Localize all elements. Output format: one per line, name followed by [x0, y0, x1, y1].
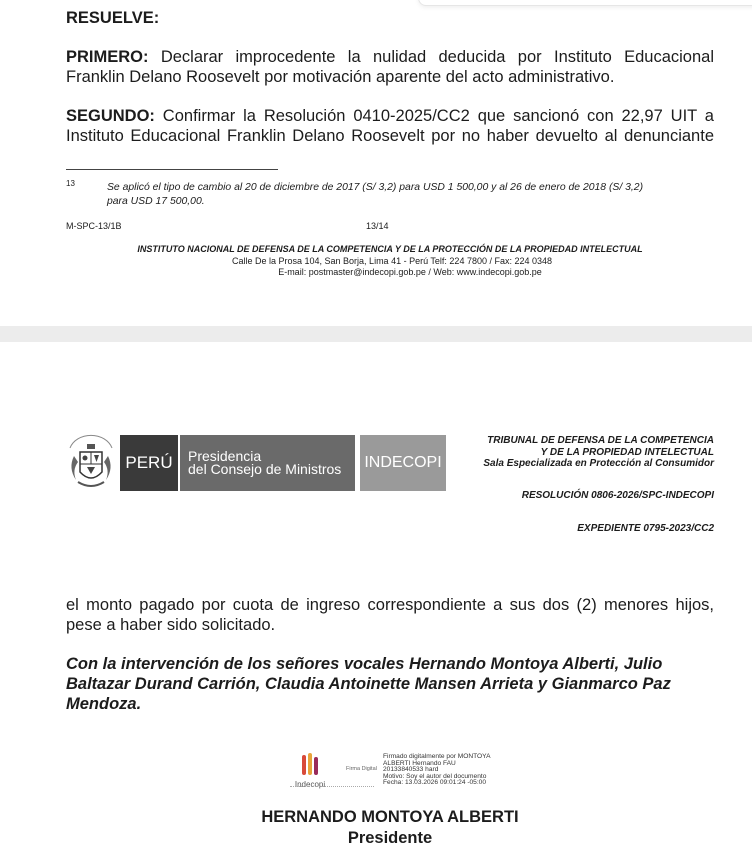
signer-name: HERNANDO MONTOYA ALBERTI: [261, 808, 519, 826]
primero-label: PRIMERO:: [66, 48, 149, 66]
footnote-text: [107, 181, 717, 209]
sig-line-2: ALBERTI Hernando FAU: [383, 759, 456, 767]
footnote-line-1: Se aplicó el tipo de cambio al 20 de diciembre de 2017 (S/ 3,2) para USD 1 500,00 y al 26 de enero de 2018 (S/ 3,2): [107, 182, 644, 193]
signature-small-print: [290, 786, 374, 787]
primero-line-2: Franklin Delano Roosevelt por motivación aparente del acto administrativo.: [66, 68, 615, 86]
primero-text-1: Declarar improcedente la nulidad deducida por Instituto Educacional: [160, 48, 714, 66]
pcm-logo-box: [180, 435, 355, 491]
pcm-line-2: del Consejo de Ministros: [188, 461, 342, 477]
tribunal-line-3: Sala Especializada en Protección al Consumidor: [483, 458, 714, 469]
peru-coat-of-arms: [66, 434, 116, 492]
sig-line-4: Motivo: Soy el autor del documento: [383, 772, 487, 780]
vocales-line-3: Mendoza.: [66, 695, 142, 713]
overlay-card-edge: [418, 0, 752, 6]
footer-institution: INSTITUTO NACIONAL DE DEFENSA DE LA COMPETENCIA Y DE LA PROTECCIÓN DE LA PROPIEDAD INTELECTUAL: [137, 244, 643, 254]
indecopi-signature-logo: [290, 753, 330, 793]
primero-line-1: [66, 47, 714, 67]
body-line-2: pese a haber sido solicitado.: [66, 616, 276, 634]
segundo-text-1: Confirmar la Resolución 0410-2025/CC2 que sancionó con 22,97 UIT a: [162, 107, 714, 125]
indecopi-brand-icon: [290, 753, 330, 779]
indecopi-brand-text: Indecopi: [294, 780, 326, 789]
form-code: M-SPC-13/1B: [66, 221, 122, 231]
sig-line-5: Fecha: 13.03.2026 09:01:24 -05:00: [383, 779, 487, 787]
tribunal-line-1: TRIBUNAL DE DEFENSA DE LA COMPETENCIA: [487, 435, 714, 446]
body-line-1: el monto pagado por cuota de ingreso correspondiente a sus dos (2) menores hijos,: [66, 596, 714, 614]
digital-signature-details: [383, 754, 491, 787]
pcm-line-1: Presidencia: [188, 448, 262, 464]
firma-digital-label: Firma Digital: [346, 766, 377, 772]
tribunal-header: [434, 435, 714, 470]
sig-line-1: Firmado digitalmente por MONTOYA: [383, 753, 491, 760]
resuelve-heading: RESUELVE:: [66, 9, 160, 27]
segundo-line-1: [66, 106, 714, 126]
vocales-line-1: Con la intervención de los señores vocales Hernando Montoya Alberti, Julio: [66, 655, 663, 673]
vocales-line-2: Baltazar Durand Carrión, Claudia Antoinette Mansen Arrieta y Gianmarco Paz: [66, 675, 671, 693]
segundo-line-2: Instituto Educacional Franklin Delano Roosevelt por no haber devuelto al denunciante: [66, 127, 714, 145]
coat-of-arms-icon: [66, 434, 116, 492]
page-number: 13/14: [366, 221, 389, 231]
page-separator: [0, 326, 752, 342]
segundo-label: SEGUNDO:: [66, 107, 155, 125]
tribunal-line-2: Y DE LA PROPIEDAD INTELECTUAL: [540, 446, 714, 458]
sig-line-3: 20133840533 hard: [383, 766, 439, 774]
peru-logo-box: PERÚ: [120, 435, 178, 491]
indecopi-logo-box: INDECOPI: [360, 435, 446, 491]
footnote-divider: [66, 169, 278, 170]
vocales-paragraph: [66, 654, 714, 714]
signer-title: Presidente: [347, 829, 433, 847]
footnote-line-2: para USD 17 500,00.: [107, 196, 205, 207]
resolution-number: RESOLUCIÓN 0806-2026/SPC-INDECOPI: [521, 490, 714, 501]
footer-contact: E-mail: postmaster@indecopi.gob.pe / Web: www.indecopi.gob.pe: [278, 267, 542, 277]
expediente-number: EXPEDIENTE 0795-2023/CC2: [577, 523, 714, 534]
footer-address: Calle De la Prosa 104, San Borja, Lima 41 - Perú Telf: 224 7800 / Fax: 224 0348: [231, 256, 553, 266]
footnote-number: 13: [66, 179, 75, 188]
